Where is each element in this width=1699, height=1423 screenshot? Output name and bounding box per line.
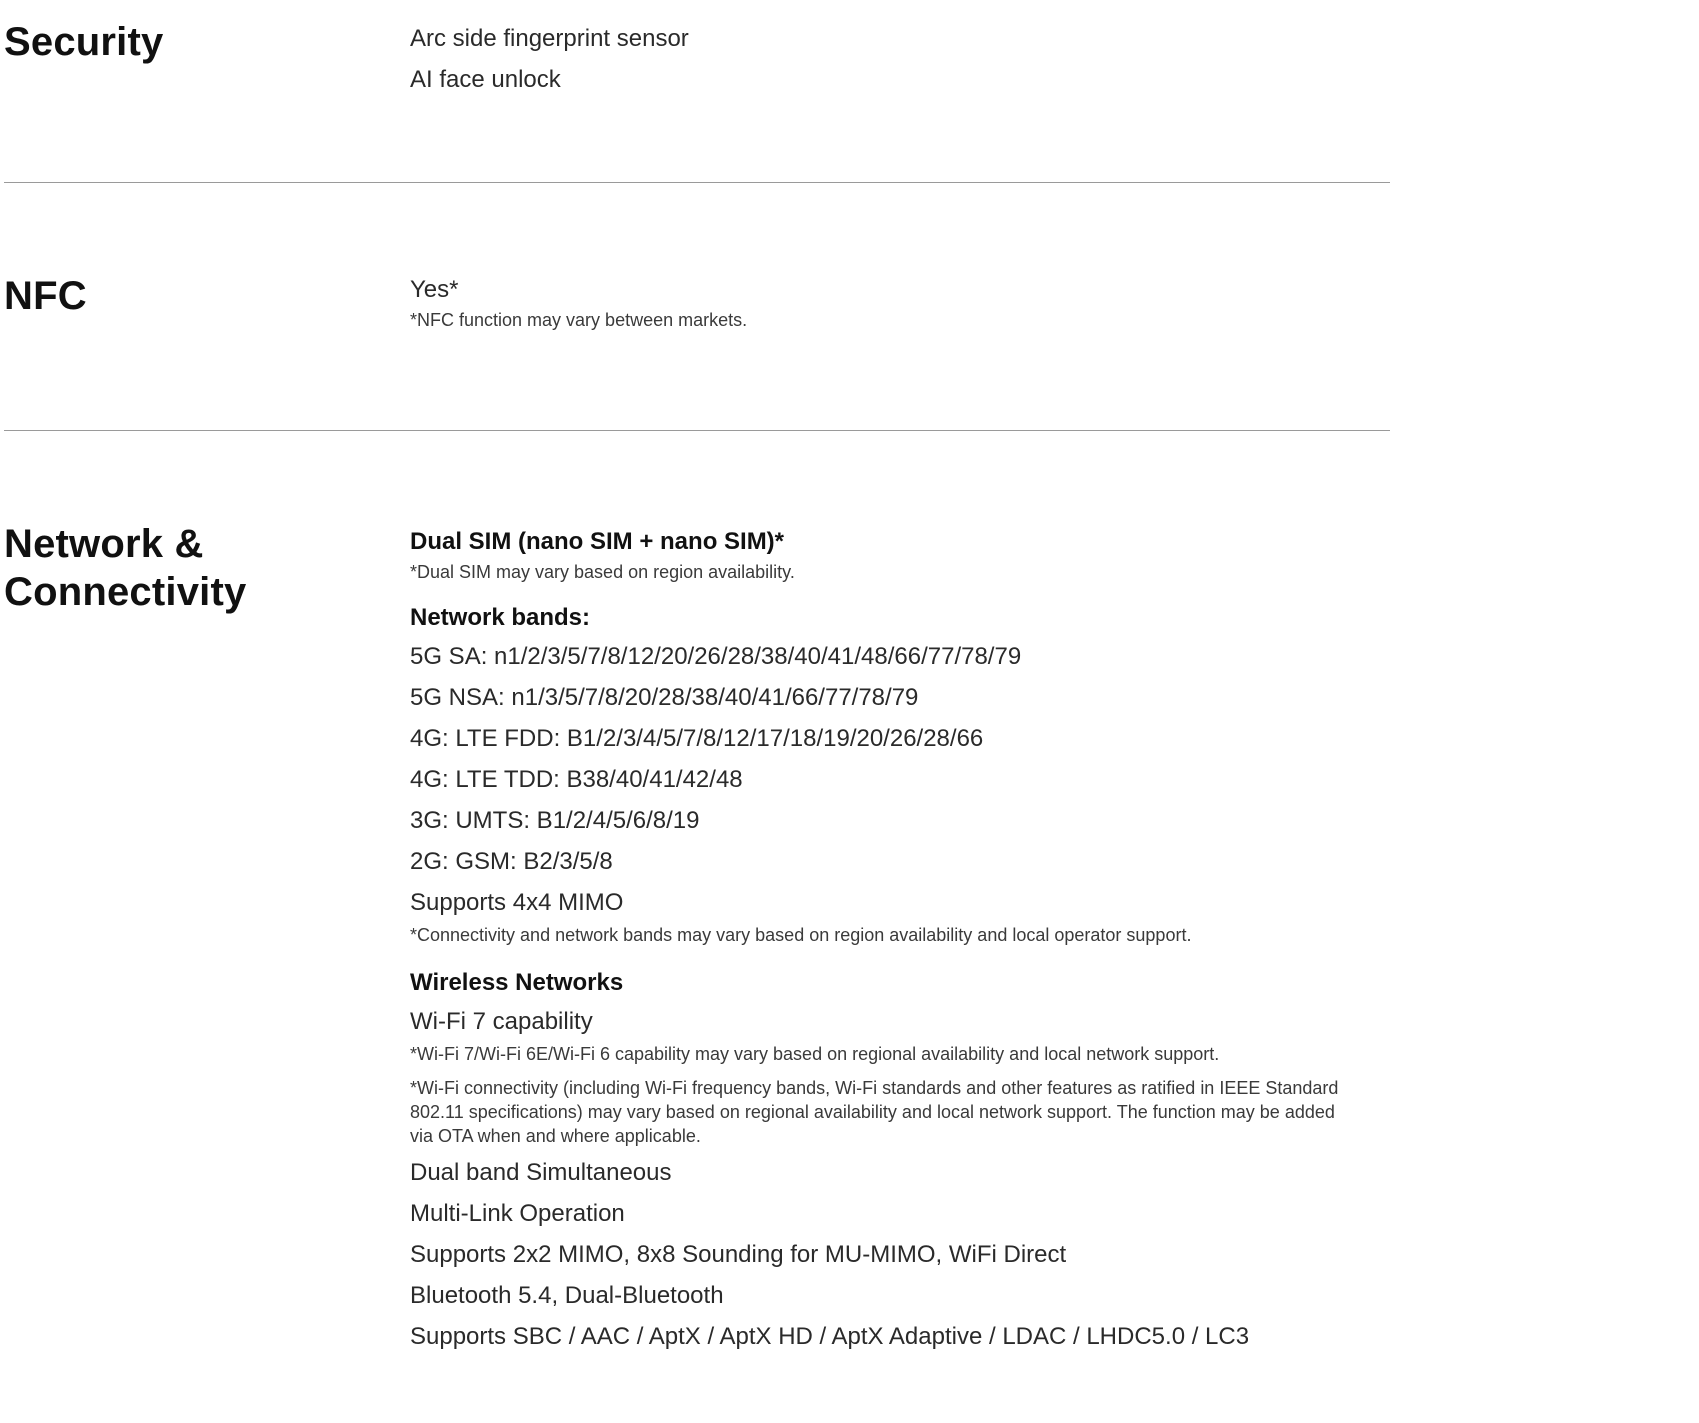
security-title: Security [4,20,164,64]
network-section [0,520,1390,1420]
band-2g-gsm: 2G: GSM: B2/3/5/8 [410,848,613,875]
nfc-value: Yes* [410,276,459,303]
network-title-line-1: Network & [4,522,204,566]
nfc-title: NFC [4,274,87,318]
band-5g-nsa: 5G NSA: n1/3/5/7/8/20/28/38/40/41/66/77/78/79 [410,684,919,711]
wireless-item-codecs: Supports SBC / AAC / AptX / AptX HD / AptX Adaptive / LDAC / LHDC5.0 / LC3 [410,1323,1250,1350]
wifi-note-2: *Wi-Fi connectivity (including Wi-Fi frequency bands, Wi-Fi standards and other features as ratified in IEEE Standard 802.11 specifications) may vary based on regional availability and local network support. The function may be added via OTA when and where applicable. [410,1078,1339,1146]
divider-security-nfc [4,182,1390,183]
nfc-body [410,272,1350,332]
band-3g-umts: 3G: UMTS: B1/2/4/5/6/8/19 [410,807,700,834]
network-title-line-2: Connectivity [4,570,247,614]
network-body [410,524,1350,1357]
band-4g-fdd: 4G: LTE FDD: B1/2/3/4/5/7/8/12/17/18/19/20/26/28/66 [410,725,984,752]
nfc-section [0,272,1390,372]
network-bands-heading: Network bands: [410,604,591,631]
security-item-fingerprint: Arc side fingerprint sensor [410,25,689,52]
dual-sim-heading: Dual SIM (nano SIM + nano SIM)* [410,528,785,555]
band-5g-sa: 5G SA: n1/2/3/5/7/8/12/20/26/28/38/40/41/48/66/77/78/79 [410,643,1022,670]
network-bands-note: *Connectivity and network bands may vary based on region availability and local operator support. [410,925,1192,945]
wifi-capability: Wi-Fi 7 capability [410,1008,593,1035]
security-section [0,18,1390,168]
wireless-item-multi-link: Multi-Link Operation [410,1200,625,1227]
nfc-note: *NFC function may vary between markets. [410,310,748,330]
wireless-item-dual-band: Dual band Simultaneous [410,1159,672,1186]
wireless-item-bluetooth: Bluetooth 5.4, Dual-Bluetooth [410,1282,724,1309]
security-body [410,18,1350,100]
wireless-item-mimo: Supports 2x2 MIMO, 8x8 Sounding for MU-MIMO, WiFi Direct [410,1241,1067,1268]
dual-sim-note: *Dual SIM may vary based on region availability. [410,562,795,582]
wireless-networks-heading: Wireless Networks [410,969,624,996]
mimo-support: Supports 4x4 MIMO [410,889,624,916]
security-item-face-unlock: AI face unlock [410,66,561,93]
wifi-note-1: *Wi-Fi 7/Wi-Fi 6E/Wi-Fi 6 capability may vary based on regional availability and local network support. [410,1044,1220,1064]
band-4g-tdd: 4G: LTE TDD: B38/40/41/42/48 [410,766,743,793]
divider-nfc-network [4,430,1390,431]
network-title [4,520,246,616]
